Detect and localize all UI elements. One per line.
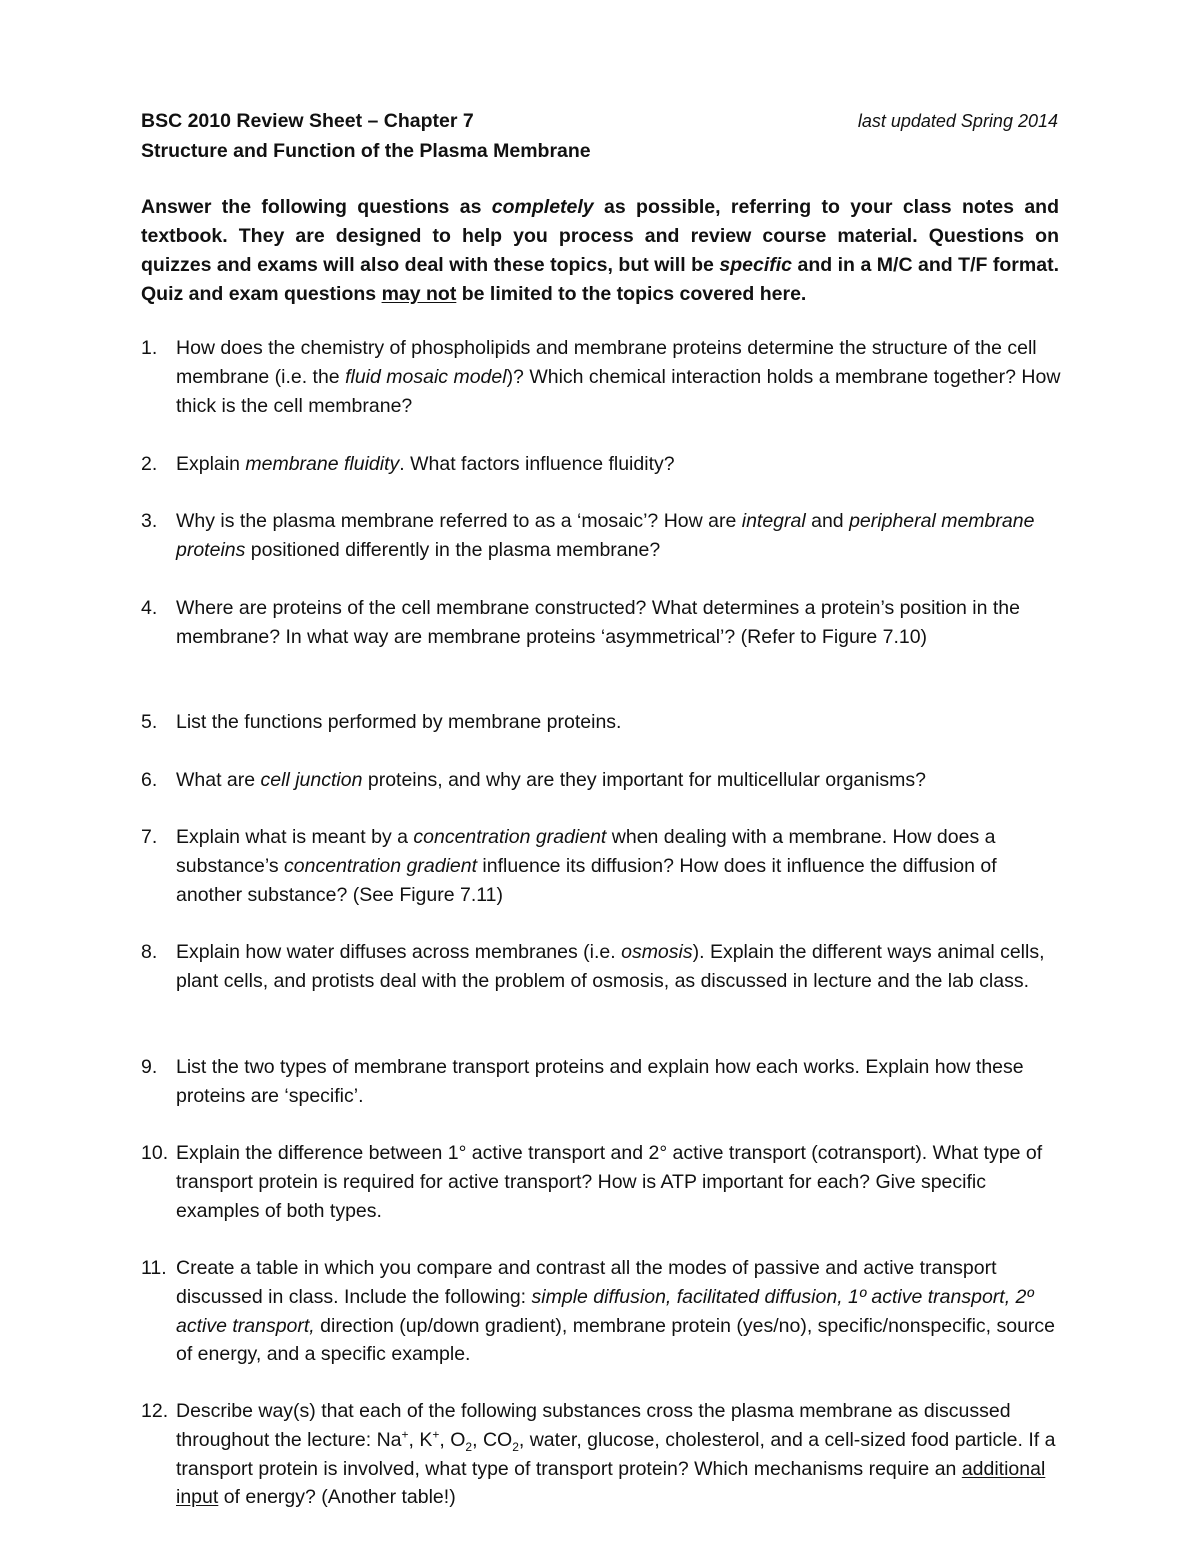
question-10: 10. Explain the difference between 1° active transport and 2° active transport (cotransport). What type of transport protein is required for active transport? How is ATP important for each? Give specific examples of both types. (141, 1139, 1061, 1225)
question-1: 1. How does the chemistry of phospholipids and membrane proteins determine the structure of the cell membrane (i.e. the fluid mosaic model)? Which chemical interaction holds a membrane together? How thick is the cell membrane? (141, 334, 1061, 420)
question-12: 12. Describe way(s) that each of the following substances cross the plasma membrane as discussed throughout the lecture: Na+, K+, $O_2$, $CO_2$, water, glucose, cholesterol, and a cell-sized food particle. If a transport protein is involved, what type of transport protein? Which mechanisms require an additional input of energy? (Another table!) (141, 1397, 1061, 1512)
question-5: 5. List the functions performed by membrane proteins. (141, 708, 1061, 737)
document-title: BSC 2010 Review Sheet – Chapter 7 (141, 110, 474, 132)
question-3: 3. Why is the plasma membrane referred to as a ‘mosaic’? How are integral and peripheral membrane proteins positioned differently in the plasma membrane? (141, 507, 1061, 565)
question-2: 2. Explain membrane fluidity. What factors influence fluidity? (141, 450, 1061, 479)
question-number: 6. (141, 769, 158, 791)
question-11: 11. Create a table in which you compare and contrast all the modes of passive and active transport discussed in class. Include the following: simple diffusion, facilitated diffusion, 1º active transport, 2º active transport, direction (up/down gradient), membrane protein (yes/no), specific/nonspecific, source of energy, and a specific example. (141, 1254, 1061, 1369)
question-8: 8. Explain how water diffuses across membranes (i.e. osmosis). Explain the different ways animal cells, plant cells, and protists deal with the problem of osmosis, as discussed in lecture and the lab class. (141, 938, 1061, 996)
document-subtitle: Structure and Function of the Plasma Membrane (141, 140, 591, 162)
question-6: 6. What are cell junction proteins, and why are they important for multicellular organisms? (141, 766, 1061, 795)
instructions-paragraph: Answer the following questions as completely as possible, referring to your class notes and textbook. They are designed to help you process and review course material. Questions on quizzes and exams will also deal with these topics, but will be specific and in a M/C and T/F format. Quiz and exam questions may not be limited to the topics covered here. (141, 196, 1059, 305)
question-number: 1. (141, 337, 158, 359)
question-9: 9. List the two types of membrane transport proteins and explain how each works. Explain how these proteins are ‘specific’. (141, 1053, 1061, 1111)
last-updated-note: last updated Spring 2014 (857, 111, 1058, 131)
question-number: 4. (141, 597, 158, 619)
question-number: 3. (141, 510, 158, 532)
question-number: 12. (141, 1400, 169, 1422)
question-7: 7. Explain what is meant by a concentration gradient when dealing with a membrane. How does a substance’s concentration gradient influence its diffusion? How does it influence the diffusion of another substance? (See Figure 7.11) (141, 823, 1061, 909)
question-number: 5. (141, 711, 158, 733)
question-number: 11. (141, 1257, 167, 1279)
question-number: 2. (141, 453, 158, 475)
question-number: 7. (141, 826, 158, 848)
question-4: 4. Where are proteins of the cell membrane constructed? What determines a protein’s position in the membrane? In what way are membrane proteins ‘asymmetrical’? (Refer to Figure 7.10) (141, 594, 1061, 652)
question-number: 9. (141, 1056, 158, 1078)
question-number: 10. (141, 1142, 169, 1164)
question-number: 8. (141, 941, 158, 963)
